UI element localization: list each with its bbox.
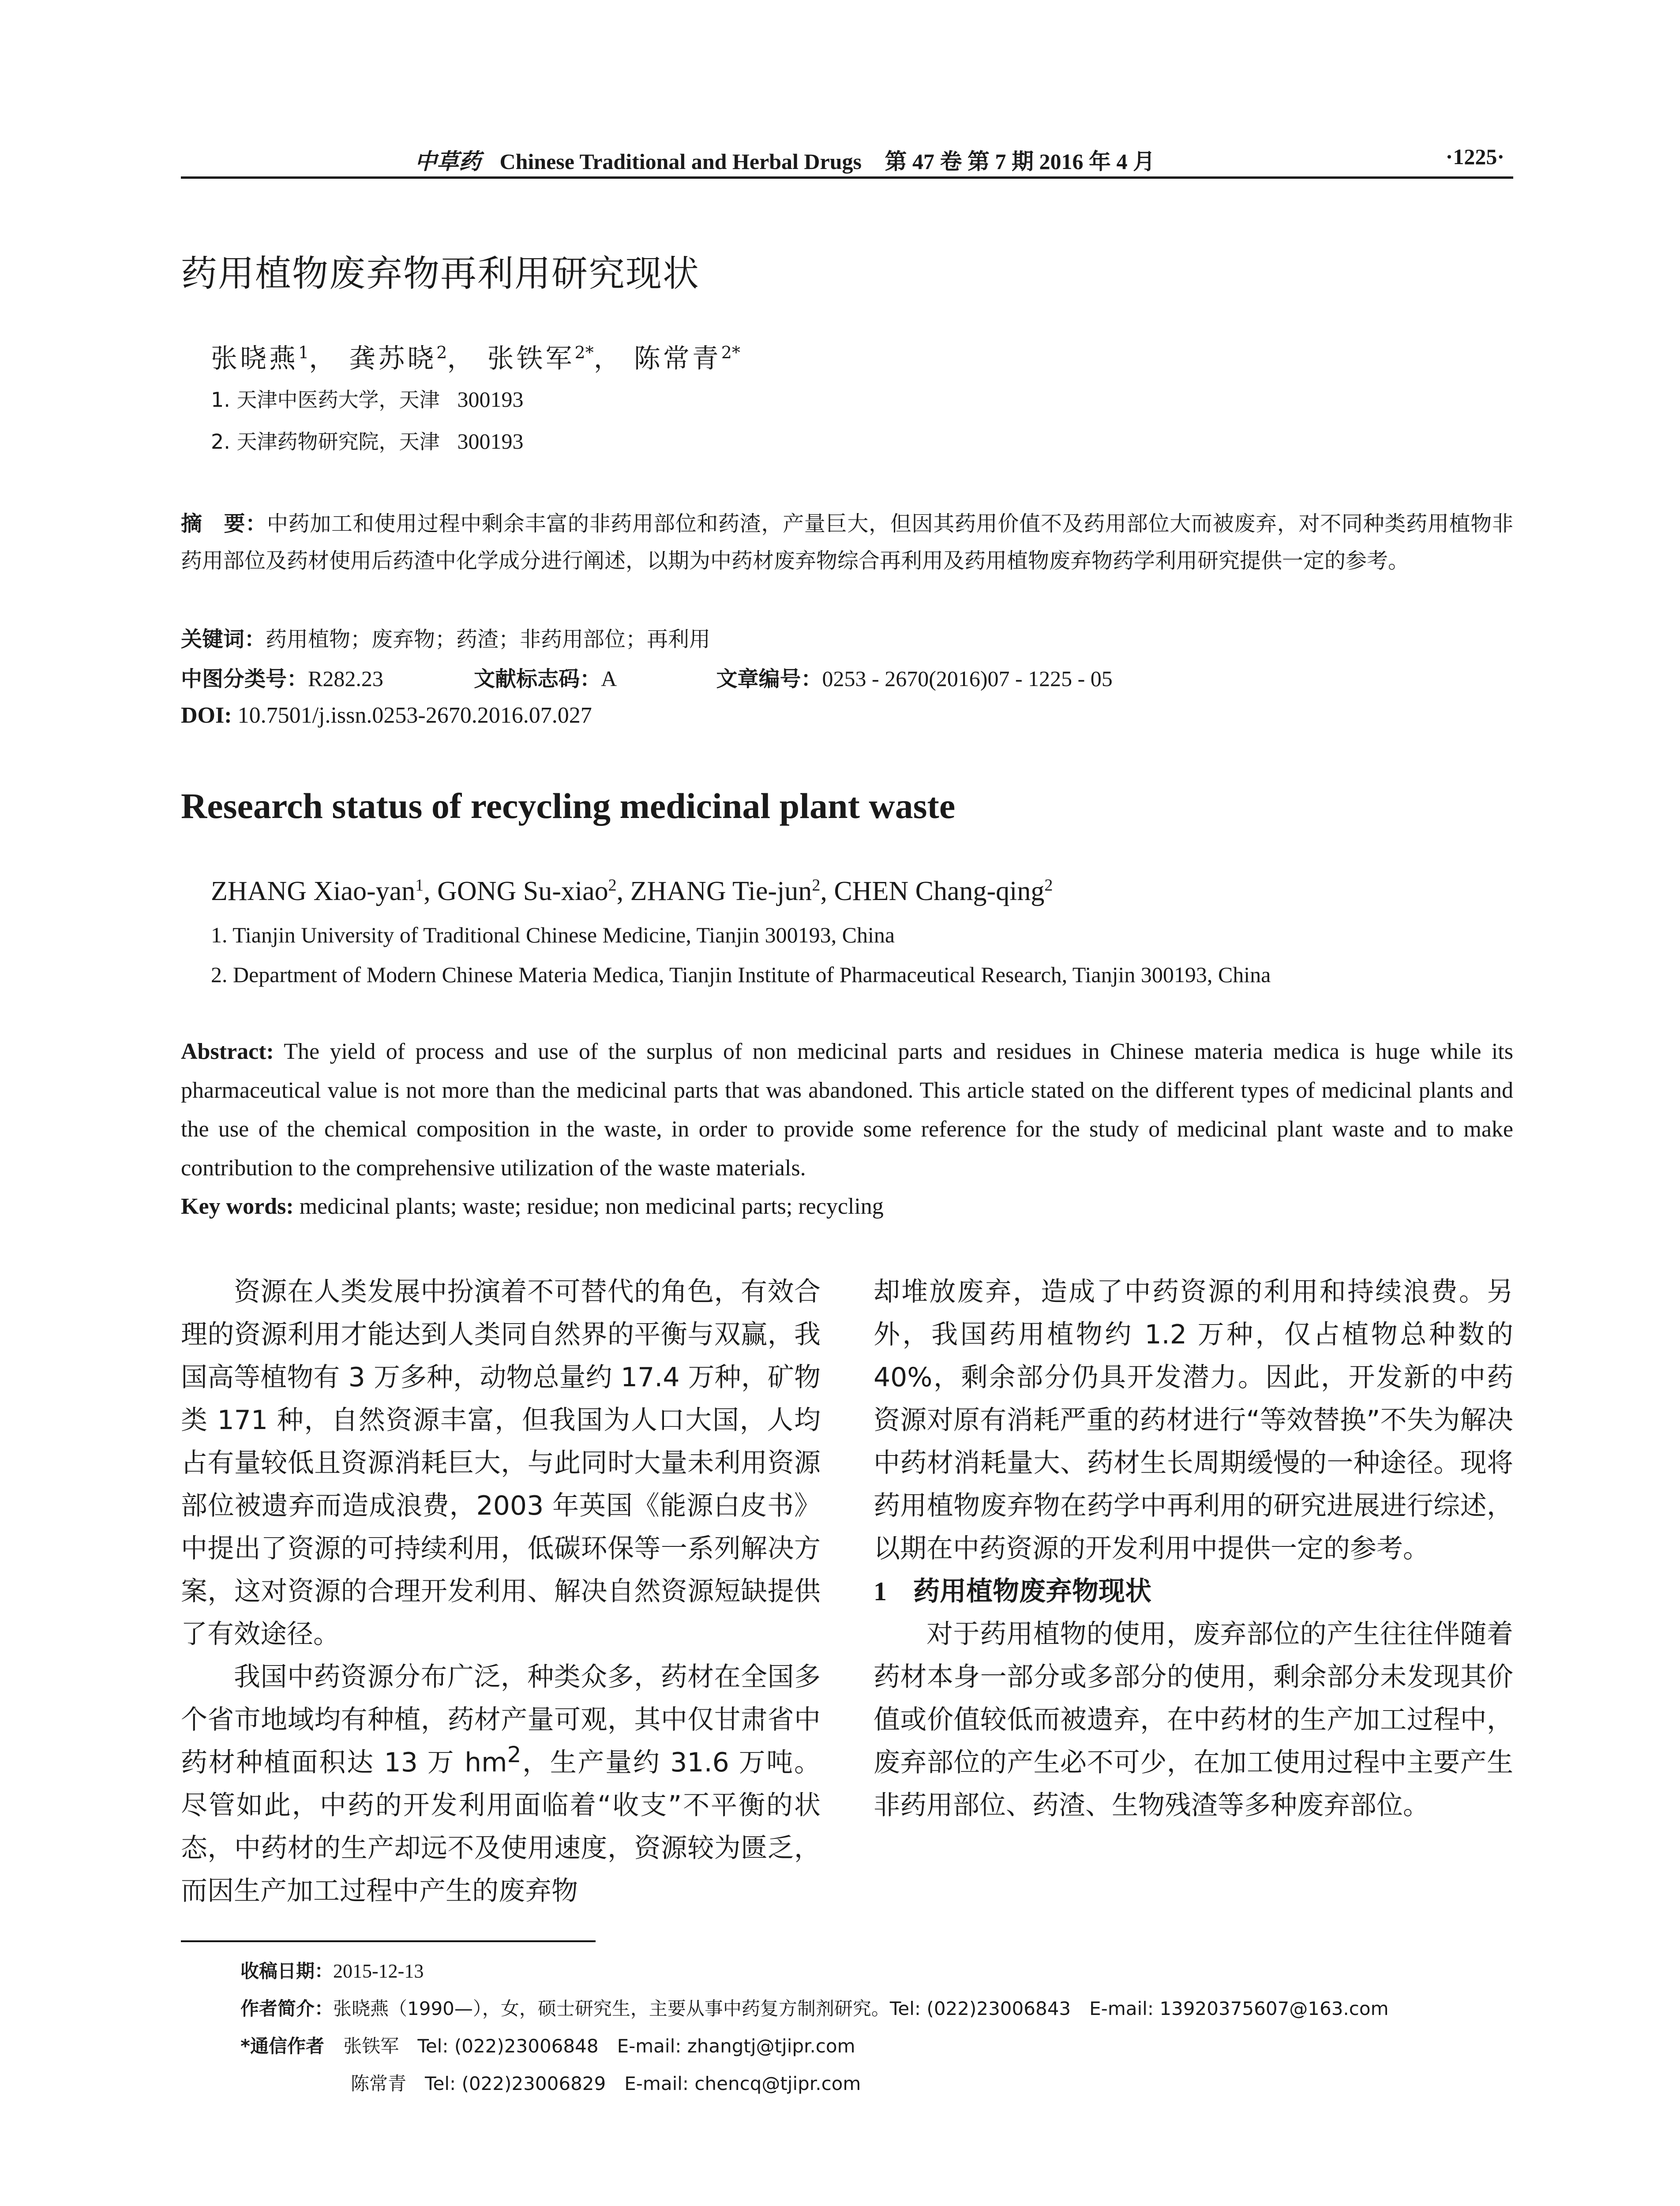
abstract-en <box>181 1032 1513 1188</box>
bio-value: 张晓燕（1990—），女，硕士研究生，主要从事中药复方制剂研究。Tel: (022)23006843 E-mail: 13920375607@163.com <box>333 1998 1389 2019</box>
page-number: ·1225· <box>1445 144 1504 169</box>
author-sup: 2* <box>574 343 594 362</box>
doi-label: DOI: <box>181 703 232 728</box>
keywords-en <box>181 1193 884 1219</box>
affiliation-cn-2 <box>211 426 524 455</box>
author-name: CHEN Chang-qing <box>834 876 1045 906</box>
journal-issue: 第 47 卷 第 7 期 2016 年 4 月 <box>885 149 1155 174</box>
author-sup: 2 <box>608 876 617 895</box>
bio-label: 作者简介： <box>240 1998 334 2019</box>
section-title: 药用植物废弃物现状 <box>913 1576 1151 1607</box>
author-name: 龚苏晓 <box>349 343 437 374</box>
affiliation-text: 2. 天津药物研究院，天津 <box>211 430 440 454</box>
body-paragraph: 对于药用植物的使用，废弃部位的产生往往伴随着药材本身一部分或多部分的使用，剩余部分未发现其价值或价值较低而被遗弃，在中药材的生产加工过程中，废弃部位的产生必不可少，在加工使用过程中主要产生非药用部位、药渣、生物残渣等多种废弃部位。 <box>874 1619 1513 1821</box>
superscript: 2 <box>507 1742 521 1767</box>
postal-code: 300193 <box>457 387 524 412</box>
received-label: 收稿日期： <box>240 1960 334 1982</box>
affiliation-en-1: 1. Tianjin University of Traditional Chinese Medicine, Tianjin 300193, China <box>211 923 895 947</box>
section-number: 1 <box>874 1577 887 1606</box>
paragraph-text: 我国中药资源分布广泛，种类众多，药材在全国多个省市地域均有种植，药材产量可观，其中仅甘肃省中药材种植面积达 13 万 hm <box>181 1662 821 1778</box>
abstract-label: Abstract: <box>181 1039 274 1064</box>
author-name: GONG Su-xiao <box>437 876 608 906</box>
author-name: 陈常青 <box>634 343 721 374</box>
article-number-label: 文章编号： <box>716 667 822 691</box>
keywords-label: Key words: <box>181 1194 294 1219</box>
clc-value: R282.23 <box>308 666 383 691</box>
article-number-value: 0253 - 2670(2016)07 - 1225 - 05 <box>822 666 1113 691</box>
paragraph-text: ，生产量约 31.6 万吨。尽管如此，中药的开发利用面临着“收支”不平衡的状态，中药材的生产却远不及使用速度，资源较为匮乏，而因生产加工过程中产生的废弃物 <box>181 1747 821 1906</box>
author-sup: 2 <box>1044 876 1053 895</box>
author-name: 张铁军 <box>487 343 575 374</box>
corr-contact: 张铁军 Tel: (022)23006848 E-mail: zhangtj@tjipr.com <box>343 2035 855 2057</box>
received-date <box>240 1952 1388 1990</box>
doc-code-label: 文献标志码： <box>474 667 601 691</box>
postal-code: 300193 <box>457 429 524 454</box>
keywords-text: medicinal plants; waste; residue; non medicinal parts; recycling <box>299 1194 884 1219</box>
author-sup: 2 <box>436 343 447 362</box>
affiliation-text: 1. 天津中医药大学，天津 <box>211 388 440 412</box>
body-paragraph-continued: 却堆放废弃，造成了中药资源的利用和持续浪费。另外，我国药用植物约 1.2 万种，仅占植物总种数的 40%，剩余部分仍具开发潜力。因此，开发新的中药资源对原有消耗严重的药材进行“等效替换”不失为解决中药材消耗量大、药材生长周期缓慢的一种途径。现将药用植物废弃物在药学中再利用的研究进展进行综述，以期在中药资源的开发利用中提供一定的参考。 <box>874 1276 1513 1564</box>
journal-title <box>415 144 1155 176</box>
doc-code-value: A <box>601 666 617 691</box>
author-bio <box>240 1990 1388 2027</box>
article-title-en: Research status of recycling medicinal plant waste <box>181 786 956 826</box>
keywords-text: 药用植物；废弃物；药渣；非药用部位；再利用 <box>266 627 711 652</box>
author-list-en: ZHANG Xiao-yan$^1$, GONG Su-xiao$^2$, ZHANG Tie-jun$^2$, CHEN Chang-qing$^2$ <box>211 876 1053 906</box>
journal-title-en: Chinese Traditional and Herbal Drugs <box>499 149 862 174</box>
author-name: ZHANG Xiao-yan <box>211 876 416 906</box>
author-sup: 1 <box>415 876 424 895</box>
abstract-text: The yield of process and use of the surplus of non medicinal parts and residues in Chinese materia medica is huge while its pharmaceutical value is not more than the medicinal parts that was abandoned. This article stated on the different types of medicinal plants and the use of the chemical composition in the waste, in order to provide some reference for the study of medicinal plant waste and to make contribution to the comprehensive utilization of the waste materials. <box>181 1039 1513 1181</box>
body-column-right <box>874 1271 1513 1827</box>
doi-value: 10.7501/j.issn.0253-2670.2016.07.027 <box>237 703 592 728</box>
author-sup: 2 <box>812 876 821 895</box>
body-paragraph <box>181 1656 821 1913</box>
footnote-divider <box>181 1940 596 1942</box>
doi-line <box>181 702 592 728</box>
body-paragraph: 资源在人类发展中扮演着不可替代的角色，有效合理的资源利用才能达到人类同自然界的平衡与双赢，我国高等植物有 3 万多种，动物总量约 17.4 万种，矿物类 171 种，自然资源丰富，但我国为人口大国，人均占有量较低且资源消耗巨大，与此同时大量未利用资源部位被遗弃而造成浪费，2003 年英国《能源白皮书》中提出了资源的可持续利用，低碳环保等一系列解决方案，这对资源的合理开发利用、解决自然资源短缺提供了有效途径。 <box>181 1276 821 1650</box>
author-list-cn: 张晓燕$^1$， 龚苏晓$^2$， 张铁军$^{2*}$， 陈常青$^{2*}$ <box>211 343 740 374</box>
footnotes <box>240 1952 1388 2102</box>
received-value: 2015-12-13 <box>333 1960 424 1982</box>
abstract-text: 中药加工和使用过程中剩余丰富的非药用部位和药渣，产量巨大，但因其药用价值不及药用部位大而被废弃，对不同种类药用植物非药用部位及药材使用后药渣中化学成分进行阐述，以期为中药材废弃物综合再利用及药用植物废弃物药学利用研究提供一定的参考。 <box>181 511 1513 573</box>
keywords-label: 关键词： <box>181 627 266 652</box>
corr-label: *通信作者 <box>240 2035 324 2057</box>
clc-label: 中图分类号： <box>181 667 308 691</box>
abstract-label: 摘 要： <box>181 511 267 536</box>
abstract-cn <box>181 505 1513 579</box>
keywords-cn <box>181 622 710 653</box>
running-header <box>181 140 1513 179</box>
journal-title-cn: 中草药 <box>415 148 481 174</box>
classification-line <box>181 662 1113 692</box>
affiliation-cn-1 <box>211 384 524 413</box>
corresponding-author <box>240 2027 1388 2065</box>
author-name: ZHANG Tie-jun <box>630 876 812 906</box>
section-heading <box>874 1570 1513 1613</box>
author-name: 张晓燕 <box>211 343 298 374</box>
author-sup: 1 <box>298 343 309 362</box>
body-column-left <box>181 1271 821 1913</box>
author-sup: 2* <box>721 343 740 362</box>
corr-contact: 陈常青 Tel: (022)23006829 E-mail: chencq@tjipr.com <box>351 2073 861 2094</box>
affiliation-en-2: 2. Department of Modern Chinese Materia Medica, Tianjin Institute of Pharmaceutical Research, Tianjin 300193, China <box>211 962 1271 987</box>
article-title-cn: 药用植物废弃物再利用研究现状 <box>181 253 700 295</box>
corresponding-author-2 <box>240 2065 1388 2102</box>
